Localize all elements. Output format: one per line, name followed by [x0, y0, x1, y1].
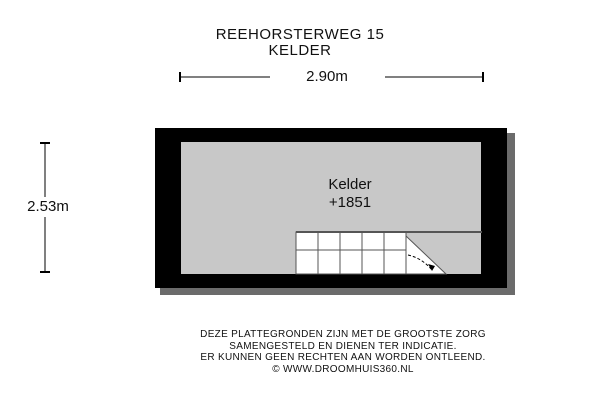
room-label: [300, 176, 400, 212]
floor-title: KELDER: [268, 42, 332, 59]
room-level: +1851: [328, 194, 372, 211]
address-title: REEHORSTERWEG 15: [215, 26, 385, 43]
disclaimer-line: ER KUNNEN GEEN RECHTEN AAN WORDEN ONTLEEND.: [200, 352, 486, 363]
disclaimer: [0, 329, 600, 375]
height-dimension-label: 2.53m: [27, 198, 69, 215]
room-name: Kelder: [328, 176, 372, 193]
disclaimer-line: SAMENGESTELD EN DIENEN TER INDICATIE.: [229, 340, 457, 352]
disclaimer-line: DEZE PLATTEGRONDEN ZIJN MET DE GROOTSTE ZORG: [200, 329, 486, 340]
width-dimension-label: 2.90m: [306, 68, 348, 85]
copyright-line: © WWW.DROOMHUIS360.NL: [272, 363, 414, 375]
